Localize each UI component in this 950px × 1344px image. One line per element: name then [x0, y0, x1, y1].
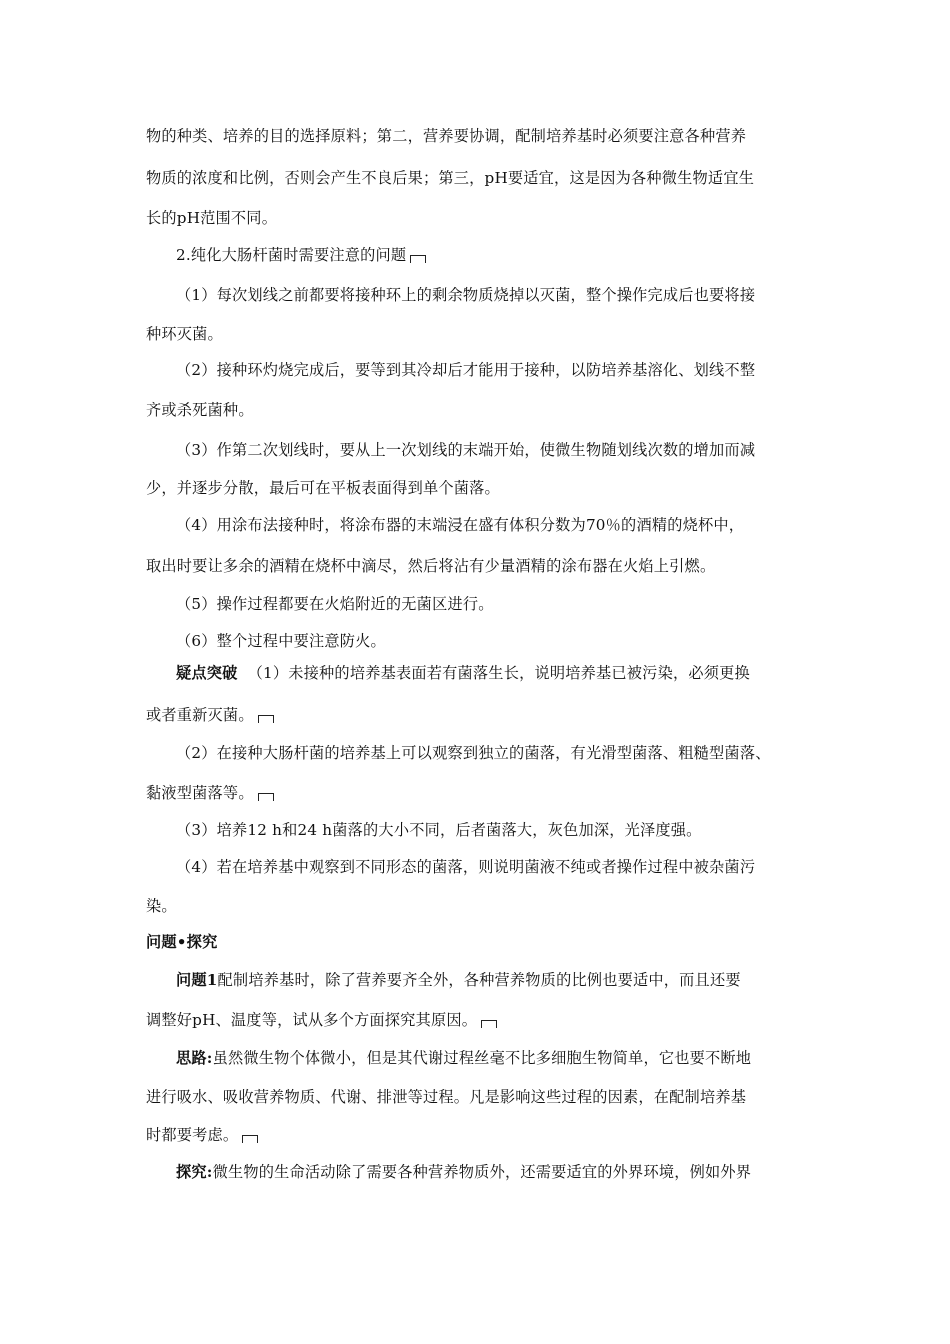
question-label: 问题1: [176, 971, 218, 989]
paragraph-line: [146, 1010, 497, 1030]
explore-label: 探究:: [176, 1163, 213, 1181]
explore-line: [176, 1162, 751, 1182]
paragraph-line: [146, 1125, 258, 1145]
explore-text: 微生物的生命活动除了需要各种营养物质外，还需要适宜的外界环境，例如外界: [212, 1163, 752, 1181]
paragraph-line: 物质的浓度和比例，否则会产生不良后果；第三，pH要适宜，这是因为各种微生物适宜生: [146, 169, 755, 187]
paragraph-text: 黏液型菌落等。: [146, 784, 254, 802]
paragraph-text: 调整好pH、温度等，试从多个方面探究其原因。: [146, 1011, 478, 1029]
edit-mark-icon: [410, 255, 426, 263]
paragraph-text: 时都要考虑。: [146, 1126, 239, 1144]
list-item: （3）培养12 h和24 h菌落的大小不同，后者菌落大，灰色加深，光泽度强。: [176, 821, 702, 839]
paragraph-line: 长的pH范围不同。: [146, 209, 278, 227]
paragraph-line: 进行吸水、吸收营养物质、代谢、排泄等过程。凡是影响这些过程的因素，在配制培养基: [146, 1088, 747, 1106]
list-item: （4）用涂布法接种时，将涂布器的末端浸在盛有体积分数为70％的酒精的烧杯中，: [176, 516, 745, 534]
edit-mark-icon: [242, 1135, 258, 1143]
edit-mark-icon: [481, 1020, 497, 1028]
list-item: （4）若在培养基中观察到不同形态的菌落，则说明菌液不纯或者操作过程中被杂菌污: [176, 858, 756, 876]
list-item: （2）在接种大肠杆菌的培养基上可以观察到独立的菌落，有光滑型菌落、粗糙型菌落、: [176, 744, 771, 762]
edit-mark-icon: [258, 715, 274, 723]
paragraph-line: 物的种类、培养的目的选择原料；第二，营养要协调，配制培养基时必须要注意各种营养: [146, 127, 747, 145]
list-item: （1）每次划线之前都要将接种环上的剩余物质烧掉以灭菌，整个操作完成后也要将接: [176, 286, 756, 304]
paragraph-line: 种环灭菌。: [146, 325, 223, 343]
paragraph-line: 齐或杀死菌种。: [146, 401, 254, 419]
approach-line: [176, 1048, 751, 1068]
paragraph-line: 染。: [146, 897, 177, 915]
list-item: （3）作第二次划线时，要从上一次划线的末端开始，使微生物随划线次数的增加而减: [176, 441, 756, 459]
edit-mark-icon: [258, 793, 274, 801]
list-item: （2）接种环灼烧完成后，要等到其冷却后才能用于接种，以防培养基溶化、划线不整: [176, 361, 756, 379]
question-text: 配制培养基时，除了营养要齐全外，各种营养物质的比例也要适中，而且还要: [217, 971, 741, 989]
paragraph-text: 或者重新灭菌。: [146, 706, 254, 724]
paragraph-line: 少，并逐步分散，最后可在平板表面得到单个菌落。: [146, 479, 500, 497]
paragraph-line: [146, 783, 274, 803]
approach-text: 虽然微生物个体微小，但是其代谢过程丝毫不比多细胞生物简单，它也要不断地: [212, 1049, 752, 1067]
list-item: （6）整个过程中要注意防火。: [176, 632, 386, 650]
doubt-breakthrough-label: 疑点突破: [176, 664, 238, 682]
doubt-breakthrough-text: （1）未接种的培养基表面若有菌落生长，说明培养基已被污染，必须更换: [247, 664, 750, 682]
question-line: [176, 970, 741, 990]
section-heading-text: 2.纯化大肠杆菌时需要注意的问题: [176, 246, 407, 264]
section-title: 问题•探究: [146, 933, 218, 951]
paragraph-line: 取出时要让多余的酒精在烧杯中滴尽，然后将沾有少量酒精的涂布器在火焰上引燃。: [146, 557, 716, 575]
list-item: （5）操作过程都要在火焰附近的无菌区进行。: [176, 595, 494, 613]
section-heading: [176, 245, 426, 265]
doubt-breakthrough-line: [176, 663, 750, 683]
paragraph-line: [146, 705, 274, 725]
approach-label: 思路:: [176, 1049, 213, 1067]
